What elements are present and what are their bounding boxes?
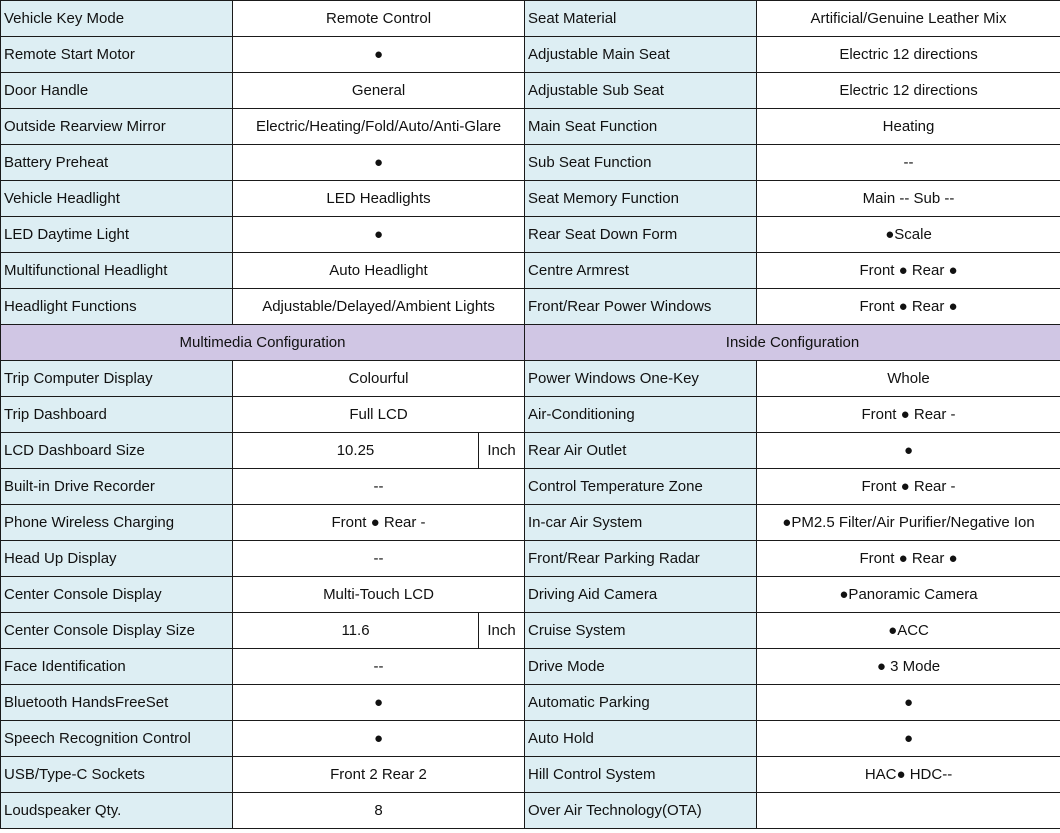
table-row <box>1 397 1060 433</box>
spec-value: 11.6 <box>233 613 479 649</box>
table-row <box>1 73 1060 109</box>
spec-label: Battery Preheat <box>1 145 233 181</box>
spec-value: Colourful <box>233 361 525 397</box>
spec-label: Hill Control System <box>525 757 757 793</box>
spec-value: ●PM2.5 Filter/Air Purifier/Negative Ion <box>757 505 1060 541</box>
spec-unit: Inch <box>479 433 525 469</box>
spec-value: Front 2 Rear 2 <box>233 757 525 793</box>
spec-value: General <box>233 73 525 109</box>
table-row <box>1 145 1060 181</box>
spec-value: ● <box>233 145 525 181</box>
spec-label: Automatic Parking <box>525 685 757 721</box>
table-row <box>1 613 1060 649</box>
spec-value: Artificial/Genuine Leather Mix <box>757 1 1060 37</box>
spec-label: Air-Conditioning <box>525 397 757 433</box>
spec-value: Auto Headlight <box>233 253 525 289</box>
spec-label: Speech Recognition Control <box>1 721 233 757</box>
spec-label: Built-in Drive Recorder <box>1 469 233 505</box>
spec-label: Seat Material <box>525 1 757 37</box>
table-row <box>1 361 1060 397</box>
spec-label: Center Console Display <box>1 577 233 613</box>
spec-label: Loudspeaker Qty. <box>1 793 233 829</box>
spec-value: -- <box>757 145 1060 181</box>
table-row <box>1 433 1060 469</box>
table-row <box>1 793 1060 829</box>
spec-value: ● 3 Mode <box>757 649 1060 685</box>
table-row <box>1 37 1060 73</box>
spec-value: -- <box>233 469 525 505</box>
table-row <box>1 757 1060 793</box>
spec-value: ●ACC <box>757 613 1060 649</box>
spec-value: ● <box>757 721 1060 757</box>
spec-value: Multi-Touch LCD <box>233 577 525 613</box>
spec-label: Head Up Display <box>1 541 233 577</box>
spec-value: Remote Control <box>233 1 525 37</box>
spec-value: Electric 12 directions <box>757 37 1060 73</box>
table-row <box>1 541 1060 577</box>
section-title-multimedia: Multimedia Configuration <box>1 325 525 361</box>
spec-value: ● <box>233 685 525 721</box>
spec-label: Front/Rear Parking Radar <box>525 541 757 577</box>
spec-value: ●Scale <box>757 217 1060 253</box>
spec-label: In-car Air System <box>525 505 757 541</box>
spec-value: Electric 12 directions <box>757 73 1060 109</box>
spec-label: Remote Start Motor <box>1 37 233 73</box>
spec-label: Door Handle <box>1 73 233 109</box>
spec-label: Vehicle Headlight <box>1 181 233 217</box>
spec-label: Front/Rear Power Windows <box>525 289 757 325</box>
spec-label: LED Daytime Light <box>1 217 233 253</box>
table-row <box>1 469 1060 505</box>
section-title-inside: Inside Configuration <box>525 325 1060 361</box>
table-row <box>1 181 1060 217</box>
spec-value: Front ● Rear - <box>757 397 1060 433</box>
table-row <box>1 109 1060 145</box>
spec-label: Multifunctional Headlight <box>1 253 233 289</box>
spec-value: Adjustable/Delayed/Ambient Lights <box>233 289 525 325</box>
spec-value: Front ● Rear ● <box>757 541 1060 577</box>
spec-label: Outside Rearview Mirror <box>1 109 233 145</box>
spec-label: Trip Computer Display <box>1 361 233 397</box>
spec-label: Adjustable Main Seat <box>525 37 757 73</box>
spec-label: Sub Seat Function <box>525 145 757 181</box>
spec-label: Seat Memory Function <box>525 181 757 217</box>
spec-label: Adjustable Sub Seat <box>525 73 757 109</box>
table-row <box>1 505 1060 541</box>
spec-value: LED Headlights <box>233 181 525 217</box>
spec-label: Centre Armrest <box>525 253 757 289</box>
table-row <box>1 577 1060 613</box>
table-row <box>1 649 1060 685</box>
spec-value: Front ● Rear - <box>233 505 525 541</box>
spec-label: Trip Dashboard <box>1 397 233 433</box>
spec-value: Main -- Sub -- <box>757 181 1060 217</box>
spec-label: LCD Dashboard Size <box>1 433 233 469</box>
spec-label: Rear Seat Down Form <box>525 217 757 253</box>
spec-label: Face Identification <box>1 649 233 685</box>
spec-value: -- <box>233 541 525 577</box>
spec-label: Over Air Technology(OTA) <box>525 793 757 829</box>
spec-value: HAC● HDC-- <box>757 757 1060 793</box>
table-row <box>1 1 1060 37</box>
spec-value: ● <box>757 685 1060 721</box>
table-row <box>1 217 1060 253</box>
spec-value: ●Panoramic Camera <box>757 577 1060 613</box>
table-row <box>1 721 1060 757</box>
spec-label: Vehicle Key Mode <box>1 1 233 37</box>
table-row <box>1 253 1060 289</box>
spec-label: Power Windows One-Key <box>525 361 757 397</box>
spec-label: Phone Wireless Charging <box>1 505 233 541</box>
spec-value <box>757 793 1060 829</box>
spec-label: Rear Air Outlet <box>525 433 757 469</box>
spec-label: Bluetooth HandsFreeSet <box>1 685 233 721</box>
spec-label: Headlight Functions <box>1 289 233 325</box>
spec-value: 8 <box>233 793 525 829</box>
spec-label: Center Console Display Size <box>1 613 233 649</box>
spec-value: Front ● Rear - <box>757 469 1060 505</box>
section-header-row <box>1 325 1060 361</box>
spec-label: USB/Type-C Sockets <box>1 757 233 793</box>
table-row <box>1 289 1060 325</box>
spec-value: Whole <box>757 361 1060 397</box>
spec-value: ● <box>233 721 525 757</box>
table-row <box>1 685 1060 721</box>
spec-label: Auto Hold <box>525 721 757 757</box>
spec-value: -- <box>233 649 525 685</box>
spec-value: Front ● Rear ● <box>757 253 1060 289</box>
spec-value: Front ● Rear ● <box>757 289 1060 325</box>
spec-unit: Inch <box>479 613 525 649</box>
spec-value: Heating <box>757 109 1060 145</box>
spec-label: Control Temperature Zone <box>525 469 757 505</box>
spec-value: ● <box>233 217 525 253</box>
spec-label: Main Seat Function <box>525 109 757 145</box>
spec-value: 10.25 <box>233 433 479 469</box>
spec-value: ● <box>757 433 1060 469</box>
spec-value: Electric/Heating/Fold/Auto/Anti-Glare <box>233 109 525 145</box>
spec-value: ● <box>233 37 525 73</box>
spec-value: Full LCD <box>233 397 525 433</box>
spec-label: Driving Aid Camera <box>525 577 757 613</box>
spec-label: Drive Mode <box>525 649 757 685</box>
spec-label: Cruise System <box>525 613 757 649</box>
